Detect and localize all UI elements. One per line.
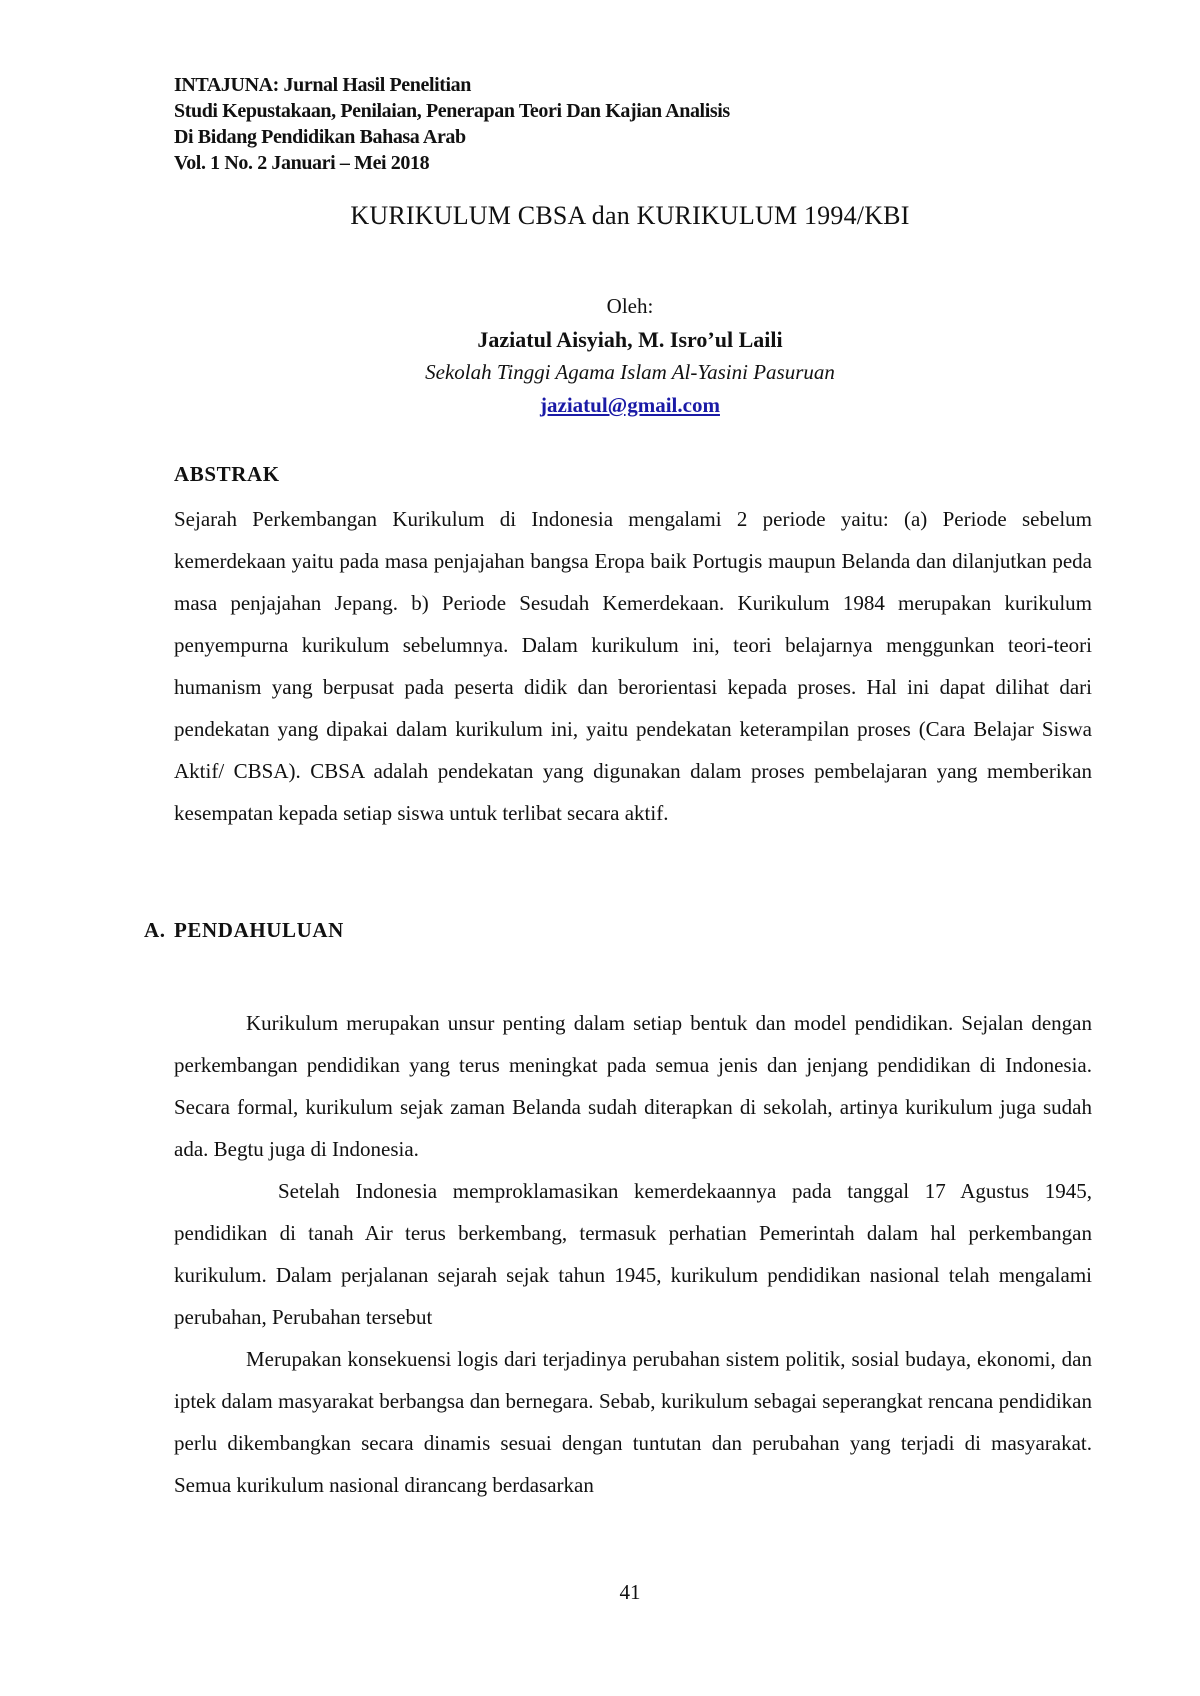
paragraph-1: Kurikulum merupakan unsur penting dalam setiap bentuk dan model pendidikan. Sejalan dengan perkembangan pendidikan yang terus meningkat pada semua jenis dan jenjang pendidikan di Indonesia. Secara formal, kurikulum sejak zaman Belanda sudah diterapkan di sekolah, artinya kurikulum juga sudah ada. Begtu juga di Indonesia. xyxy=(174,1011,1092,1161)
paragraph-3: Merupakan konsekuensi logis dari terjadinya perubahan sistem politik, sosial budaya, ekonomi, dan iptek dalam masyarakat berbangsa dan bernegara. Sebab, kurikulum sebagai seperangkat rencana pendidikan perlu dikembangkan secara dinamis sesuai dengan tuntutan dan perubahan yang terjadi di masyarakat. Semua kurikulum nasional dirancang berdasarkan xyxy=(174,1347,1092,1497)
journal-name: INTAJUNA: Jurnal Hasil Penelitian xyxy=(174,74,471,96)
email-link[interactable]: jaziatul@gmail.com xyxy=(540,393,720,417)
byline xyxy=(0,290,1200,422)
by-label: Oleh: xyxy=(606,294,654,318)
paragraph-2: Setelah Indonesia memproklamasikan kemerdekaannya pada tanggal 17 Agustus 1945, pendidikan di tanah Air terus berkembang, termasuk perhatian Pemerintah dalam hal perkembangan kurikulum. Dalam perjalanan sejarah sejak tahun 1945, kurikulum pendidikan nasional telah mengalami perubahan, Perubahan tersebut xyxy=(174,1179,1092,1329)
section-heading xyxy=(144,918,344,943)
journal-header xyxy=(174,72,730,176)
journal-field: Di Bidang Pendidikan Bahasa Arab xyxy=(174,126,466,148)
journal-volume: Vol. 1 No. 2 Januari – Mei 2018 xyxy=(174,152,430,174)
article-title: KURIKULUM CBSA dan KURIKULUM 1994/KBI xyxy=(350,201,910,230)
abstract-text: Sejarah Perkembangan Kurikulum di Indonesia mengalami 2 periode yaitu: (a) Periode sebelum kemerdekaan yaitu pada masa penjajahan bangsa Eropa baik Portugis maupun Belanda dan dilanjutkan peda masa penjajahan Jepang. b) Periode Sesudah Kemerdekaan. Kurikulum 1984 merupakan kurikulum penyempurna kurikulum sebelumnya. Dalam kurikulum ini, teori belajarnya menggunkan teori-teori humanism yang berpusat pada peserta didik dan berorientasi kepada proses. Hal ini dapat dilihat dari pendekatan yang dipakai dalam kurikulum ini, yaitu pendekatan keterampilan proses (Cara Belajar Siswa Aktif/ CBSA). CBSA adalah pendekatan yang digunakan dalam proses pembelajaran yang memberikan kesempatan kepada setiap siswa untuk terlibat secara aktif. xyxy=(174,507,1092,825)
section-title: PENDAHULUAN xyxy=(174,918,344,942)
page-number: 41 xyxy=(619,1580,641,1604)
abstract-heading: ABSTRAK xyxy=(174,462,280,486)
affiliation: Sekolah Tinggi Agama Islam Al-Yasini Pasuruan xyxy=(425,360,835,384)
section-number: A. xyxy=(144,918,166,942)
authors: Jaziatul Aisyiah, M. Isro’ul Laili xyxy=(477,327,783,352)
journal-subtitle: Studi Kepustakaan, Penilaian, Penerapan Teori Dan Kajian Analisis xyxy=(174,100,730,122)
